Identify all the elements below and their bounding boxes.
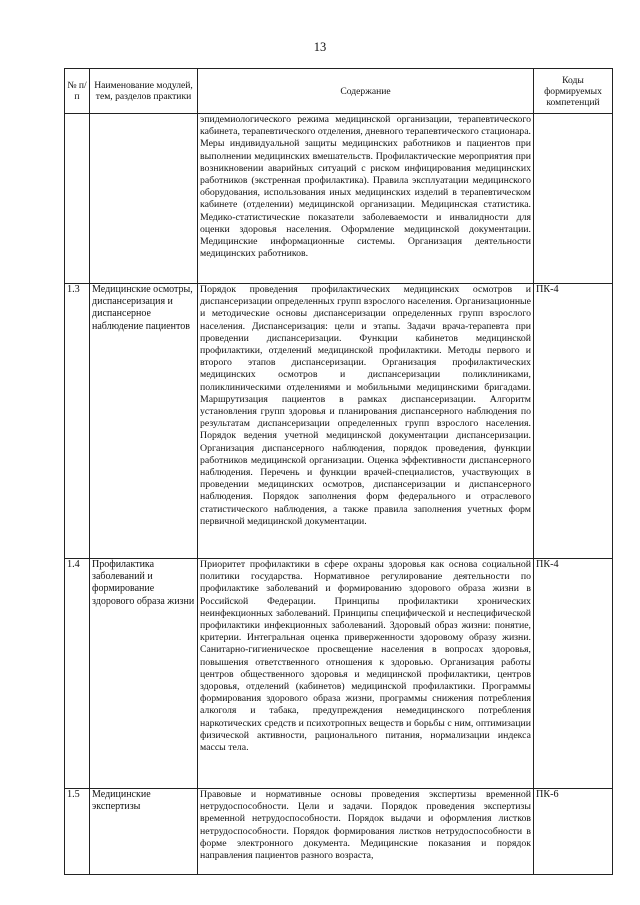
row-module-name: Медицинские экспертизы	[90, 789, 198, 875]
row-module-name: Профилактика заболеваний и формирование здорового образа жизни	[90, 559, 198, 789]
table-row	[65, 559, 613, 789]
row-number: 1.4	[65, 559, 90, 789]
header-name: Наименование модулей, тем, разделов практики	[90, 69, 198, 114]
table-row	[65, 114, 613, 284]
table-row	[65, 284, 613, 559]
row-competency-code: ПК-4	[534, 559, 613, 789]
row-competency-code	[534, 114, 613, 284]
row-content: эпидемиологического режима медицинской организации, терапевтического кабинета, терапевтического отделения, дневного терапевтического стационара. Меры индивидуальной защиты медицинских работников и пациентов при выполнении медицинских вмешательств. Профилактические мероприятия при возникновении аварийных ситуаций с риском инфицирования медицинских работников (экстренная профилактика). Правила эксплуатации медицинского оборудования, использования иных медицинских изделий в терапевтическом кабинете (отделении) медицинской организации. Медицинская статистика. Медико-статистические показатели заболеваемости и инвалидности для оценки здоровья населения. Оформление медицинской документации. Медицинские информационные системы. Организация деятельности медицинских работников.	[198, 114, 534, 284]
row-module-name	[90, 114, 198, 284]
header-num: № п/п	[65, 69, 90, 114]
row-module-name: Медицинские осмотры, диспансеризация и диспансерное наблюдение пациентов	[90, 284, 198, 559]
header-codes: Коды формируемых компетенций	[534, 69, 613, 114]
row-content: Приоритет профилактики в сфере охраны здоровья как основа социальной политики государства. Нормативное регулирование деятельности по профилактике заболеваний и формированию здорового образа жизни в Российской Федерации. Принципы профилактики хронических неинфекционных заболеваний. Принципы специфической и неспецифической профилактики инфекционных заболеваний. Здоровый образ жизни: понятие, критерии. Интегральная оценка приверженности здоровому образу жизни. Санитарно-гигиеническое просвещение населения в вопросах здоровья, повышения ответственного отношения к здоровью. Организация работы центров общественного здоровья и медицинской профилактики, центров здоровья, отделений (кабинетов) медицинской профилактики. Программы формирования здорового образа жизни, программы снижения потребления алкоголя и табака, предупреждения немедицинского потребления наркотических средств и психотропных веществ и борьбы с ним, оптимизации физической активности, рационального питания, нормализации индекса массы тела.	[198, 559, 534, 789]
curriculum-table	[64, 68, 613, 875]
table-header-row	[65, 69, 613, 114]
row-number: 1.5	[65, 789, 90, 875]
row-content: Порядок проведения профилактических медицинских осмотров и диспансеризации определенных групп взрослого населения. Организационные и методические основы диспансеризации определенных групп взрослого населения. Диспансеризация: цели и этапы. Задачи врача-терапевта при проведении диспансеризации. Функции кабинетов медицинской профилактики, отделений медицинской профилактики. Методы первого и второго этапов диспансеризации. Организация профилактических медицинских осмотров и диспансеризации поликлиниками, поликлиническими отделениями и мобильными медицинскими бригадами. Маршрутизация пациентов в рамках диспансеризации. Алгоритм установления групп здоровья и планирования диспансерного наблюдения по результатам диспансеризации определенных групп взрослого населения. Порядок ведения учетной медицинской документации диспансеризации. Организация диспансерного наблюдения, порядок проведения, функции работников медицинской организации. Оценка эффективности диспансерного наблюдения. Перечень и функции врачей-специалистов, участвующих в проведении медицинских осмотров, диспансеризации и диспансерного наблюдения. Порядок заполнения форм федерального и отраслевого статистического наблюдения, а также правила заполнения учетных форм первичной медицинской документации.	[198, 284, 534, 559]
row-number	[65, 114, 90, 284]
page-number: 13	[313, 40, 327, 54]
table-row	[65, 789, 613, 875]
row-competency-code: ПК-4	[534, 284, 613, 559]
header-content: Содержание	[198, 69, 534, 114]
row-content: Правовые и нормативные основы проведения экспертизы временной нетрудоспособности. Цели и задачи. Порядок проведения экспертизы временной нетрудоспособности. Порядок выдачи и оформления листков нетрудоспособности. Порядок формирования листков нетрудоспособности в форме электронного документа. Медицинские показания и порядок направления пациентов разного возраста,	[198, 789, 534, 875]
row-competency-code: ПК-6	[534, 789, 613, 875]
row-number: 1.3	[65, 284, 90, 559]
